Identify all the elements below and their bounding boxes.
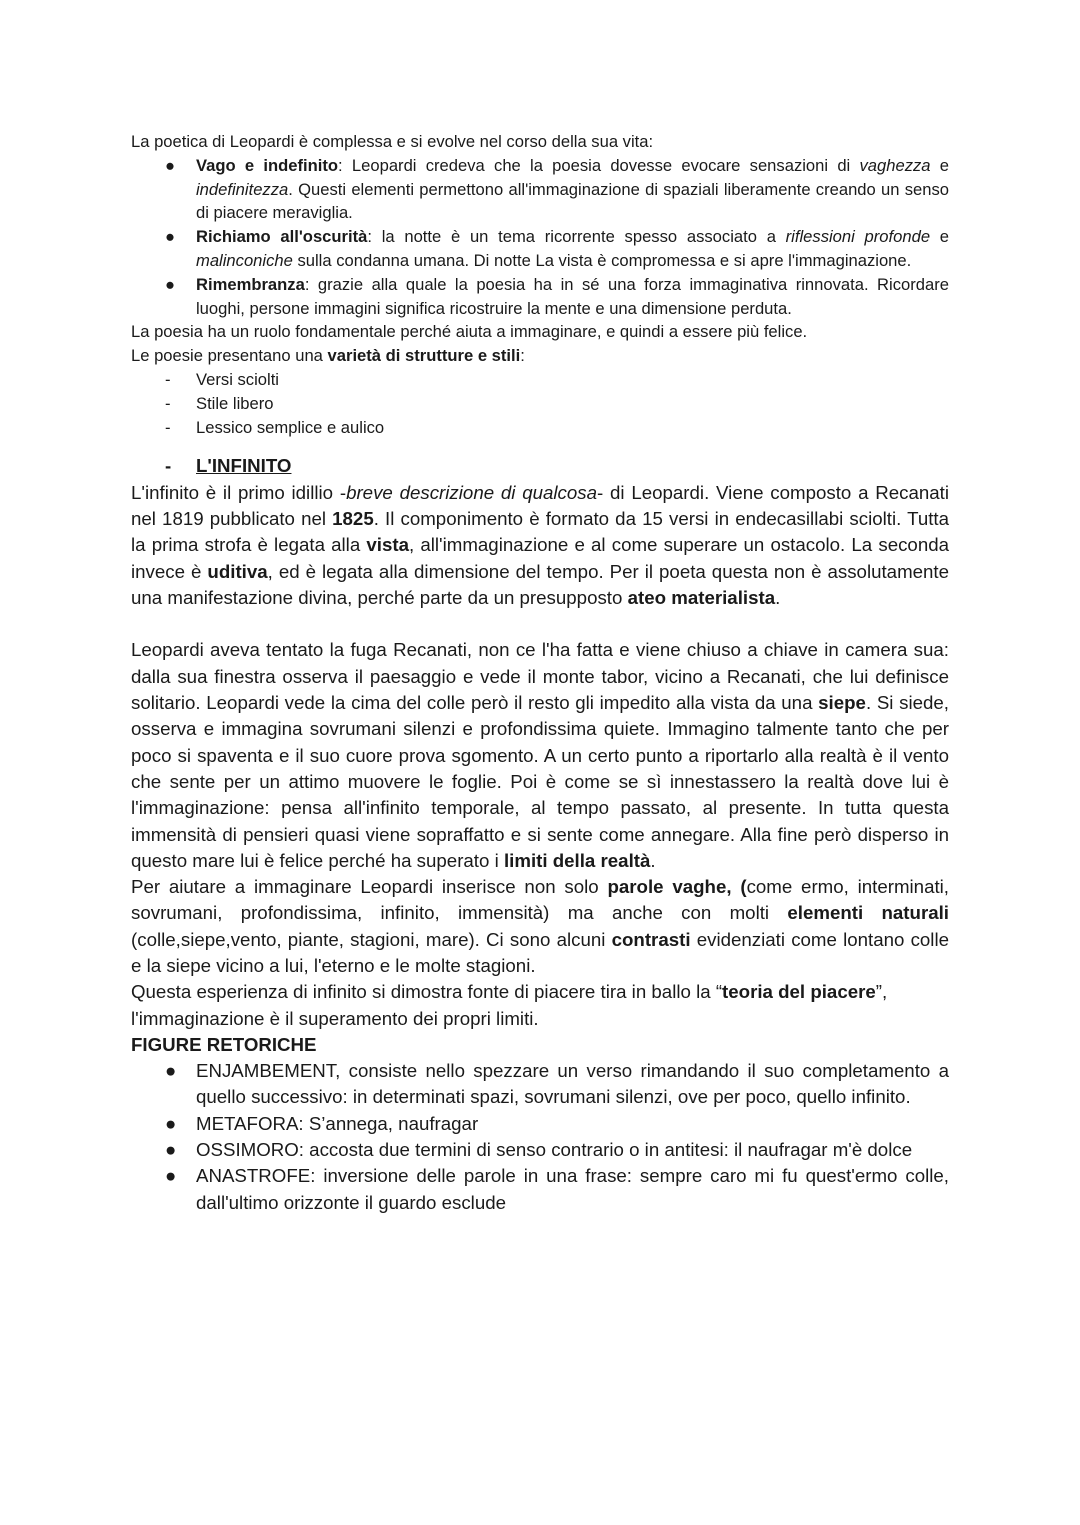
text-run: - di Leopardi. Viene composto a Recanati nel 1819 pubblicato nel <box>131 481 949 529</box>
figures-bullet-list <box>131 1058 949 1216</box>
bold-term: siepe <box>818 692 866 714</box>
list-item-text: Lessico semplice e aulico <box>196 417 385 437</box>
list-item-text: Stile libero <box>196 393 274 413</box>
text-run: e <box>930 227 950 247</box>
bold-term: parole vaghe, ( <box>607 876 747 898</box>
bullet-marker: ● <box>165 227 176 247</box>
list-item <box>131 225 949 273</box>
text-run: . Si siede, osserva e immagina sovrumani silenzi e profondissima quiete. Immagino talmente tanto che per poco si spaventa e il suo cuore prova sgomento. A un certo punto a riportarlo alla realtà è il vento che sente per un attimo muovere le foglie. Poi è come se sì innestassero la realtà dove lui è l'immaginazione: pensa all'infinito temporale, al tempo passato, al presente. In tutta questa immensità di pensieri quasi viene sopraffatto e si sente come annegare. Alla fine però disperso in questo mare lui è felice perché ha superato i <box>131 692 949 871</box>
list-item <box>131 368 949 392</box>
paragraph <box>131 979 949 1032</box>
text-run: . <box>650 849 656 871</box>
text-run: Per aiutare a immaginare Leopardi inserisce non solo <box>131 876 608 898</box>
dash-marker: - <box>165 417 171 437</box>
section-heading <box>131 453 949 479</box>
list-item <box>131 416 949 440</box>
list-item-text: METAFORA: S’annega, naufragar <box>196 1112 479 1134</box>
bold-term: vista <box>366 534 409 556</box>
list-item <box>131 154 949 225</box>
bold-term: uditiva <box>207 560 268 582</box>
list-item <box>131 392 949 416</box>
bold-term: ateo materialista <box>627 586 776 608</box>
list-item-text: OSSIMORO: accosta due termini di senso contrario o in antitesi: il naufragar m'è dolce <box>196 1139 913 1161</box>
text-run: evidenziati come lontano colle e la siepe vicino a lui, l'eterno e le molte stagioni. <box>131 928 949 976</box>
paragraph <box>131 637 949 874</box>
bold-term: limiti della realtà <box>503 849 651 871</box>
text-run: ”, l'immaginazione è il superamento dei propri limiti. <box>131 981 888 1029</box>
italic-term: vaghezza <box>859 155 931 175</box>
text-run: . Il componimento è formato da 15 versi in endecasillabi sciolti. Tutta la prima strofa è legata alla <box>131 507 949 556</box>
bold-term: Vago e indefinito <box>196 155 339 175</box>
text-run: : <box>520 346 525 366</box>
infinito-section <box>131 453 949 1216</box>
text-run: , ed è legata alla dimensione del tempo. Per il poeta questa non è assolutamente una manifestazione divina, perché parte da un presupposto <box>131 560 950 608</box>
italic-term: breve descrizione di qualcosa <box>346 481 598 503</box>
intro-paragraph: La poetica di Leopardi è complessa e si evolve nel corso della sua vita: <box>131 132 654 151</box>
bullet-marker: ● <box>165 1139 177 1161</box>
section-title: L'INFINITO <box>196 455 292 477</box>
dash-marker: - <box>165 369 171 389</box>
text-run: L'infinito è il primo idillio - <box>131 481 347 503</box>
text-run: : Leopardi credeva che la poesia dovesse evocare sensazioni di <box>338 155 860 175</box>
text-run: : la notte è un tema ricorrente spesso associato a <box>367 227 786 247</box>
bold-term: teoria del piacere <box>722 981 876 1003</box>
text-run: , all'immaginazione e al come superare un ostacolo. La seconda invece è <box>131 534 950 582</box>
bold-term: Richiamo all'oscurità <box>196 227 368 247</box>
spacer <box>131 611 949 637</box>
italic-term: indefinitezza <box>196 179 289 199</box>
text-run: . Questi elementi permettono all'immaginazione di spaziali liberamente creando un senso di piacere meraviglia. <box>196 179 949 223</box>
dash-marker: - <box>165 455 172 477</box>
intro-paragraph <box>131 344 949 368</box>
styles-dash-list <box>131 368 949 439</box>
list-item <box>131 1111 949 1137</box>
bold-term: contrasti <box>611 928 691 950</box>
text-run: Leopardi aveva tentato la fuga Recanati, non ce l'ha fatta e viene chiuso a chiave in camera sua: dalla sua finestra osserva il paesaggio e vede il monte tabor, vicino a Recanati, che lui definisce solitario. Leopardi vede la cima del colle però il resto gli impedito alla vista da una <box>131 639 949 714</box>
list-item-text: ANASTROFE: inversione delle parole in una frase: sempre caro mi fu quest'ermo colle, dall'ultimo orizzonte il guardo esclude <box>196 1165 949 1213</box>
intro-section <box>131 130 949 439</box>
list-item <box>131 1163 949 1216</box>
dash-marker: - <box>165 393 171 413</box>
paragraph <box>131 480 949 611</box>
bullet-marker: ● <box>165 1112 177 1134</box>
document-page <box>131 130 949 1216</box>
list-item <box>131 1137 949 1163</box>
bullet-marker: ● <box>165 155 176 175</box>
italic-term: malinconiche <box>196 250 293 270</box>
bold-term: elementi naturali <box>787 902 949 924</box>
bold-term: varietà di strutture e stili <box>327 346 521 366</box>
intro-paragraph: La poesia ha un ruolo fondamentale perché aiuta a immaginare, e quindi a essere più felice. <box>131 322 808 342</box>
figures-heading <box>131 1032 949 1058</box>
text-run: sulla condanna umana. Di notte La vista è compromessa e si apre l'immaginazione. <box>292 250 912 270</box>
text-run: (colle,siepe,vento, piante, stagioni, mare). Ci sono alcuni <box>131 928 612 950</box>
list-item <box>131 273 949 321</box>
bold-term: Rimembranza <box>196 274 305 294</box>
text-run: come ermo, interminati, sovrumani, profondissima, infinito, immensità) ma anche con molti <box>131 876 949 924</box>
list-item <box>131 1058 949 1111</box>
list-item-text: ENJAMBEMENT, consiste nello spezzare un verso rimandando il suo completamento a quello successivo: in determinati spazi, sovrumani silenzi, ove per poco, quello infinito. <box>196 1060 949 1108</box>
bullet-marker: ● <box>165 274 176 294</box>
poetics-bullet-list <box>131 154 949 321</box>
text-run: e <box>930 155 950 175</box>
list-item-text: Versi sciolti <box>196 369 279 389</box>
italic-term: riflessioni profonde <box>785 227 931 247</box>
text-run: Le poesie presentano una <box>131 346 328 366</box>
bold-term: 1825 <box>332 507 374 529</box>
bold-term: FIGURE RETORICHE <box>131 1033 317 1055</box>
bullet-marker: ● <box>165 1060 177 1082</box>
paragraph <box>131 874 949 979</box>
text-run: Questa esperienza di infinito si dimostra fonte di piacere tira in ballo la “ <box>131 981 723 1003</box>
text-run: . <box>775 586 781 608</box>
bullet-marker: ● <box>165 1165 177 1187</box>
text-run: : grazie alla quale la poesia ha in sé una forza immaginativa rinnovata. Ricordare luoghi, persone immagini significa ricostruire la mente e una dimensione perduta. <box>196 274 949 318</box>
